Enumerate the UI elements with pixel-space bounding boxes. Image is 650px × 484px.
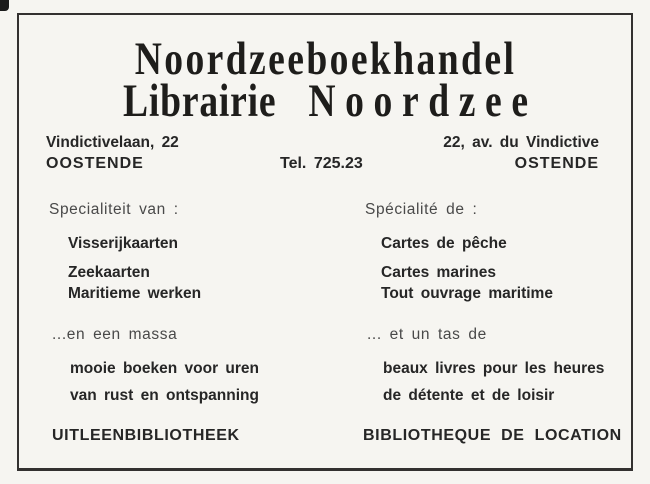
address-city-dutch: OOSTENDE [46,155,144,172]
specialty-heading-french: Spécialité de : [365,201,478,218]
specialty-item-dutch: Zeekaarten [68,264,150,281]
connector-text-french: ... et un tas de [367,326,487,343]
title-word-noordzee: Noordzee [308,75,538,127]
library-label-dutch: UITLEENBIBLIOTHEEK [52,427,240,444]
shop-title-french [80,75,572,127]
specialty-item-french: Cartes de pêche [381,235,507,252]
specialty-item-dutch: Visserijkaarten [68,235,179,252]
shop-title-dutch: Noordzeeboekhandel [134,33,517,85]
tagline-french-line2: de détente et de loisir [383,387,555,404]
specialty-item-french: Tout ouvrage maritime [381,285,553,302]
tagline-dutch-line1: mooie boeken voor uren [70,360,260,377]
tagline-dutch-line2: van rust en ontspanning [70,387,259,404]
address-street-french: 22, av. du Vindictive [443,134,599,151]
specialty-item-dutch: Maritieme werken [68,285,202,302]
specialty-item-french: Cartes marines [381,264,497,281]
library-label-french: BIBLIOTHEQUE DE LOCATION [363,427,622,444]
address-city-french: OSTENDE [514,155,599,172]
scan-artifact-mark [0,0,9,11]
connector-text-dutch: ...en een massa [52,326,178,343]
tagline-french-line1: beaux livres pour les heures [383,360,605,377]
title-word-librairie: Librairie [122,75,277,127]
address-street-dutch: Vindictivelaan, 22 [46,134,179,151]
specialty-heading-dutch: Specialiteit van : [49,201,179,218]
phone-number: Tel. 725.23 [280,155,363,172]
